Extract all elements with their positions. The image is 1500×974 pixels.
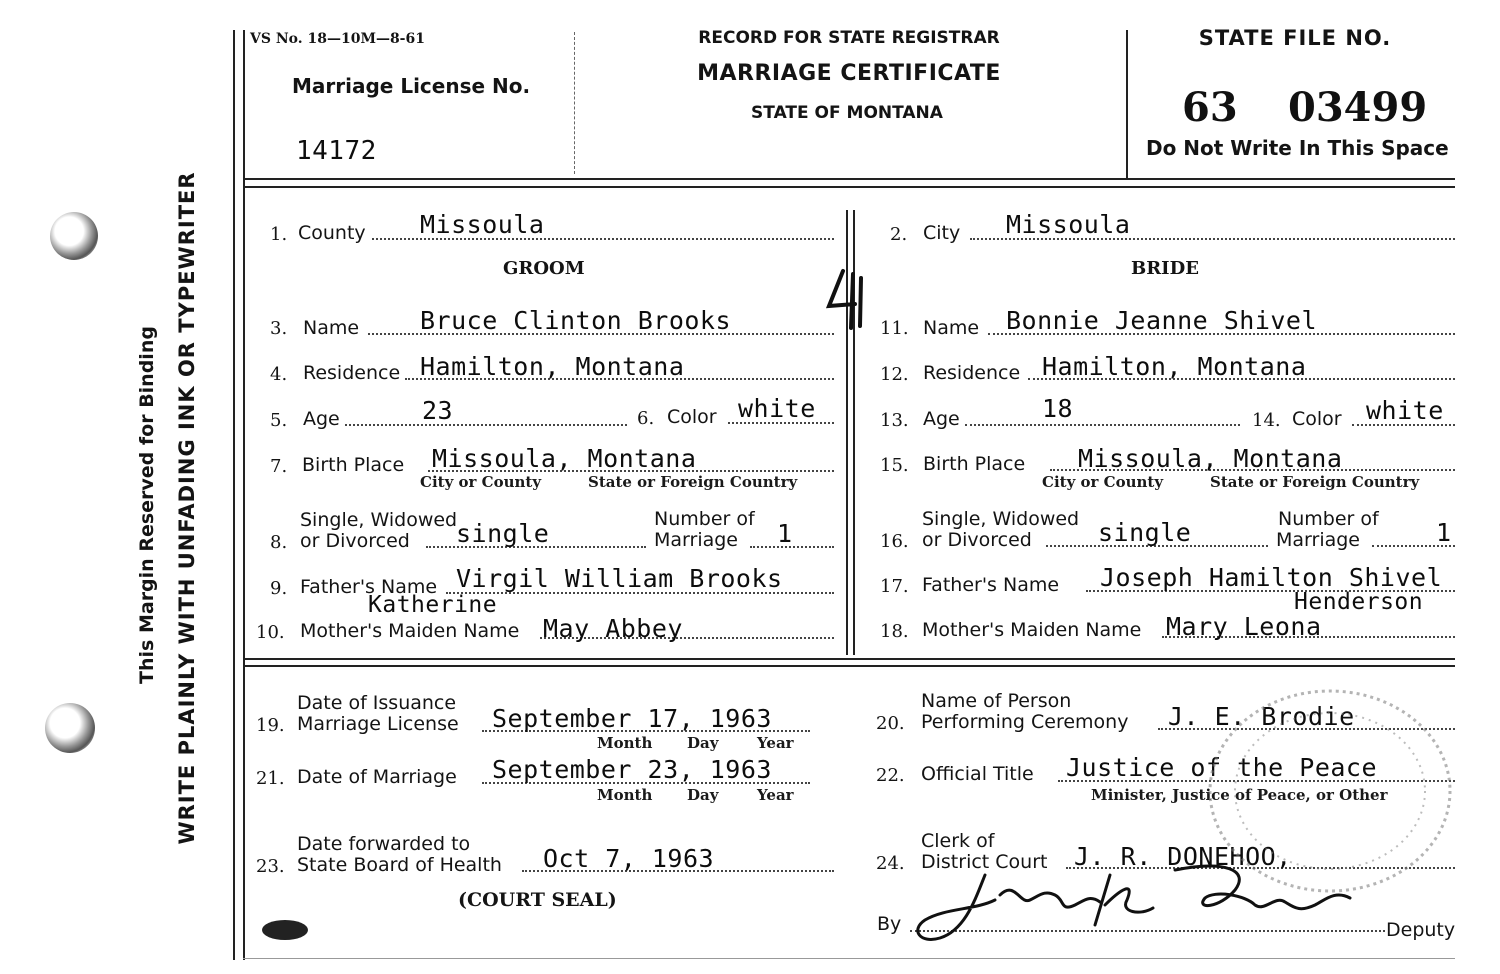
- punch-hole-small: [262, 920, 308, 940]
- groom-birth-label: Birth Place: [302, 454, 405, 476]
- bride-age-num: 13.: [880, 410, 909, 431]
- groom-age-num: 5.: [270, 410, 288, 431]
- groom-residence-label: Residence: [303, 362, 401, 384]
- bride-color-num: 14.: [1252, 410, 1281, 431]
- groom-mother-num: 10.: [256, 622, 285, 643]
- groom-marital-label-1: Single, Widowed: [300, 509, 458, 531]
- left-border-inner: [243, 30, 245, 960]
- groom-marriage-num-label-2: Marriage: [654, 529, 738, 551]
- middle-rule-2: [243, 665, 1455, 667]
- bride-birth-label: Birth Place: [923, 453, 1026, 475]
- groom-heading: GROOM: [503, 258, 585, 279]
- state-text: STATE OF MONTANA: [751, 103, 943, 123]
- county-num: 1.: [270, 224, 288, 245]
- issuance-label-1: Date of Issuance: [297, 692, 457, 714]
- bottom-border: [243, 958, 1455, 959]
- state-file-number: 03499: [1288, 84, 1428, 131]
- groom-mother-value[interactable]: May Abbey: [543, 614, 683, 643]
- groom-mother-label: Mother's Maiden Name: [300, 620, 520, 642]
- bride-mother-label: Mother's Maiden Name: [922, 619, 1142, 641]
- marriage-year-caption: Year: [757, 786, 794, 804]
- marriage-date-label: Date of Marriage: [297, 766, 457, 788]
- groom-father-num: 9.: [270, 578, 288, 599]
- performer-label-2: Performing Ceremony: [921, 711, 1129, 733]
- bride-state-country-caption: State or Foreign Country: [1210, 473, 1420, 491]
- certificate-title: MARRIAGE CERTIFICATE: [697, 61, 1001, 86]
- title-value[interactable]: Justice of the Peace: [1066, 753, 1378, 782]
- by-label: By: [877, 913, 902, 935]
- groom-residence-num: 4.: [270, 364, 288, 385]
- state-file-prefix: 63: [1182, 84, 1238, 131]
- title-caption: Minister, Justice of Peace, or Other: [1091, 786, 1388, 804]
- header-rule-1: [243, 178, 1455, 180]
- bride-mother-value[interactable]: Mary Leona: [1166, 612, 1322, 641]
- marriage-day-caption: Day: [687, 786, 719, 804]
- bride-color-label: Color: [1292, 408, 1342, 430]
- groom-marital-num: 8.: [270, 532, 288, 553]
- title-num: 22.: [876, 765, 905, 786]
- groom-marital-value[interactable]: single: [456, 519, 550, 548]
- header-divider-left: [574, 32, 575, 174]
- bride-marital-label-1: Single, Widowed: [922, 508, 1080, 530]
- bride-heading: BRIDE: [1131, 258, 1199, 279]
- groom-birth-value[interactable]: Missoula, Montana: [432, 444, 697, 473]
- groom-marriage-num-label-1: Number of: [654, 508, 755, 530]
- issuance-value[interactable]: September 17, 1963: [492, 704, 772, 733]
- bride-father-value[interactable]: Joseph Hamilton Shivel: [1100, 563, 1443, 592]
- license-label: Marriage License No.: [292, 74, 531, 98]
- bride-residence-label: Residence: [923, 362, 1021, 384]
- bride-marital-value[interactable]: single: [1098, 518, 1192, 547]
- marriage-month-caption: Month: [597, 786, 653, 804]
- clerk-value[interactable]: J. R. DONEHOO,: [1074, 842, 1292, 871]
- state-file-label: STATE FILE NO.: [1198, 26, 1392, 50]
- groom-age-label: Age: [303, 408, 340, 430]
- binding-margin-text: This Margin Reserved for Binding: [136, 326, 158, 684]
- bride-father-num: 17.: [880, 576, 909, 597]
- bride-age-value[interactable]: 18: [1042, 394, 1074, 423]
- bride-birth-num: 15.: [880, 455, 909, 476]
- groom-marital-label-2: or Divorced: [300, 530, 410, 552]
- county-label: County: [298, 222, 366, 244]
- groom-age-value[interactable]: 23: [422, 396, 454, 425]
- groom-state-country-caption: State or Foreign Country: [588, 473, 798, 491]
- groom-color-label: Color: [667, 406, 717, 428]
- forwarded-num: 23.: [256, 856, 285, 877]
- bride-mother-insert[interactable]: Henderson: [1294, 589, 1424, 615]
- performer-num: 20.: [876, 713, 905, 734]
- performer-label-1: Name of Person: [921, 690, 1072, 712]
- issuance-num: 19.: [256, 715, 285, 736]
- title-label: Official Title: [921, 763, 1034, 785]
- issuance-day-caption: Day: [687, 734, 719, 752]
- header-rule-2: [243, 186, 1455, 188]
- header-divider-right: [1126, 30, 1128, 180]
- embossed-court-seal: [1180, 686, 1470, 896]
- groom-city-county-caption: City or County: [420, 473, 542, 491]
- groom-marriage-num-value[interactable]: 1: [777, 519, 793, 548]
- marriage-date-value[interactable]: September 23, 1963: [492, 755, 772, 784]
- middle-rule-1: [243, 658, 1455, 660]
- forwarded-value[interactable]: Oct 7, 1963: [543, 844, 715, 873]
- groom-father-value[interactable]: Virgil William Brooks: [456, 564, 783, 593]
- deputy-label: Deputy: [1386, 919, 1456, 941]
- bride-marital-label-2: or Divorced: [922, 529, 1032, 551]
- bride-name-num: 11.: [880, 318, 909, 339]
- bride-marriage-num-label-1: Number of: [1278, 508, 1379, 530]
- groom-color-value[interactable]: white: [738, 394, 816, 423]
- city-value[interactable]: Missoula: [1006, 210, 1131, 239]
- left-border-outer: [233, 30, 235, 960]
- clerk-label-1: Clerk of: [921, 830, 995, 852]
- groom-age-line: [345, 424, 627, 426]
- city-num: 2.: [890, 224, 908, 245]
- bride-father-label: Father's Name: [922, 574, 1060, 596]
- handwritten-mark: [815, 266, 865, 336]
- court-seal-caption: (COURT SEAL): [458, 889, 617, 911]
- forwarded-label-1: Date forwarded to: [297, 833, 471, 855]
- bride-age-line: [965, 424, 1240, 426]
- groom-color-num: 6.: [637, 408, 655, 429]
- bride-name-value[interactable]: Bonnie Jeanne Shivel: [1006, 306, 1318, 335]
- county-value[interactable]: Missoula: [420, 210, 545, 239]
- bride-name-label: Name: [923, 317, 980, 339]
- bride-residence-value[interactable]: Hamilton, Montana: [1042, 352, 1307, 381]
- bride-birth-value[interactable]: Missoula, Montana: [1078, 444, 1343, 473]
- clerk-label-2: District Court: [921, 851, 1048, 873]
- groom-mother-insert[interactable]: Katherine: [368, 592, 498, 618]
- performer-value[interactable]: J. E. Brodie: [1168, 702, 1355, 731]
- license-number: 14172: [296, 136, 377, 166]
- marriage-date-num: 21.: [256, 768, 285, 789]
- issuance-year-caption: Year: [757, 734, 794, 752]
- bride-color-value[interactable]: white: [1366, 396, 1444, 425]
- bride-city-county-caption: City or County: [1042, 473, 1164, 491]
- groom-name-num: 3.: [270, 318, 288, 339]
- forwarded-label-2: State Board of Health: [297, 854, 502, 876]
- groom-birth-num: 7.: [270, 456, 288, 477]
- issuance-label-2: Marriage License: [297, 713, 459, 735]
- write-plainly-text: WRITE PLAINLY WITH UNFADING INK OR TYPEWRITER: [175, 171, 199, 845]
- record-for-text: RECORD FOR STATE REGISTRAR: [698, 28, 1000, 48]
- city-label: City: [923, 222, 961, 244]
- form-number: VS No. 18—10M—8-61: [250, 31, 425, 47]
- issuance-month-caption: Month: [597, 734, 653, 752]
- groom-father-label: Father's Name: [300, 576, 438, 598]
- bride-age-label: Age: [923, 408, 960, 430]
- do-not-write-text: Do Not Write In This Space: [1146, 136, 1449, 160]
- bride-marital-num: 16.: [880, 531, 909, 552]
- punch-hole-top: [50, 212, 98, 260]
- punch-hole-bottom: [45, 703, 95, 753]
- bride-marriage-num-value[interactable]: 1: [1436, 518, 1452, 547]
- bride-marriage-num-label-2: Marriage: [1276, 529, 1360, 551]
- bride-residence-num: 12.: [880, 364, 909, 385]
- bride-mother-num: 18.: [880, 621, 909, 642]
- groom-name-value[interactable]: Bruce Clinton Brooks: [420, 306, 732, 335]
- groom-residence-value[interactable]: Hamilton, Montana: [420, 352, 685, 381]
- groom-name-label: Name: [303, 317, 360, 339]
- clerk-num: 24.: [876, 853, 905, 874]
